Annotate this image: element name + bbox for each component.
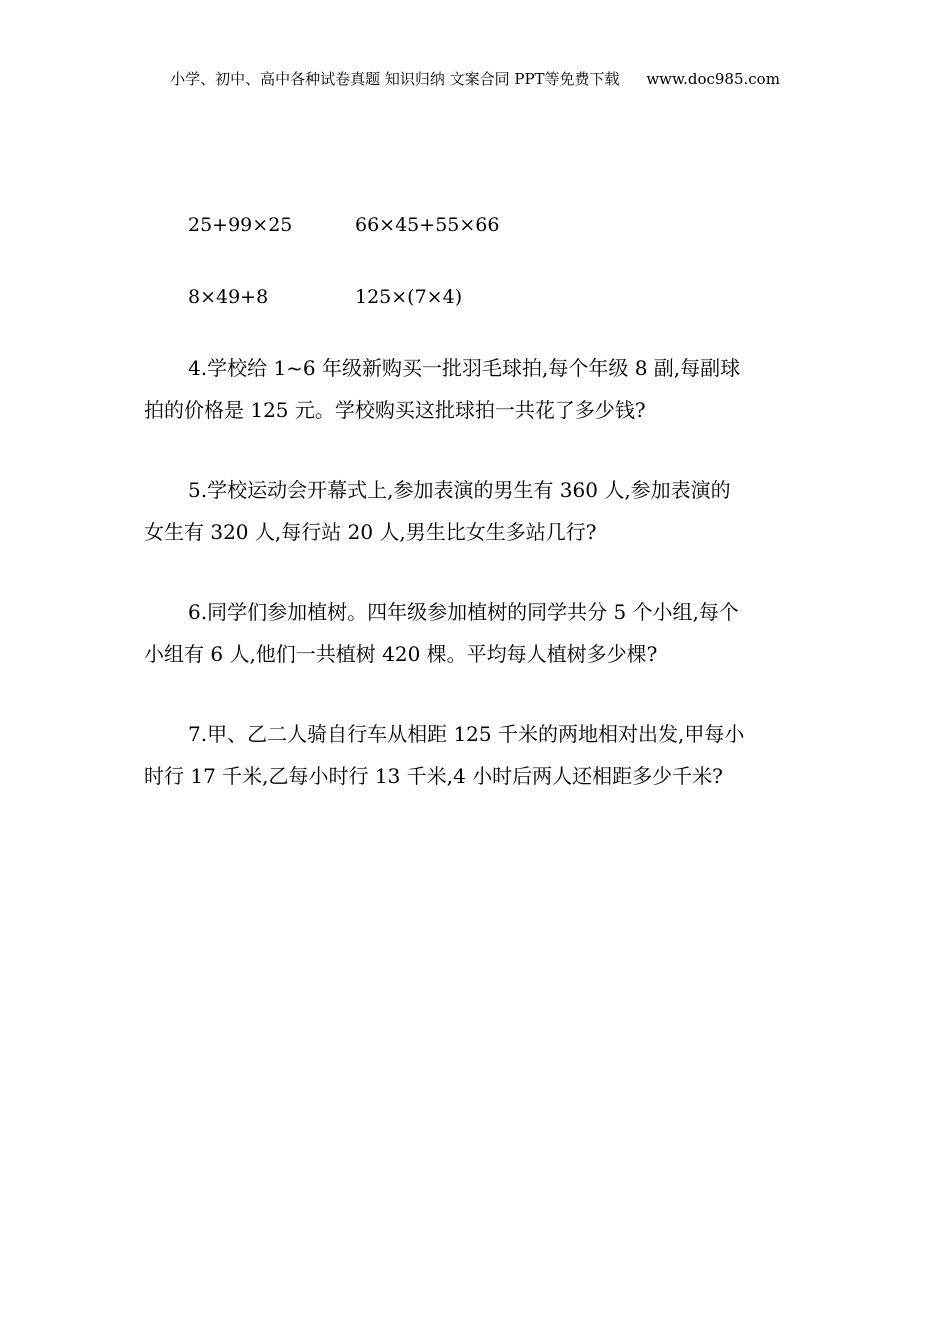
- expression: 25+99×25: [188, 214, 293, 236]
- word-problem-6: [144, 591, 806, 675]
- problem-line: 拍的价格是 125 元。学校购买这批球拍一共花了多少钱?: [144, 398, 646, 422]
- expression: 8×49+8: [188, 286, 269, 308]
- header-text: 小学、初中、高中各种试卷真题 知识归纳 文案合同 PPT等免费下载: [170, 70, 620, 88]
- problem-line: 5.学校运动会开幕式上,参加表演的男生有 360 人,参加表演的: [188, 478, 731, 502]
- word-problem-7: [144, 713, 806, 797]
- expression: 66×45+55×66: [355, 214, 500, 236]
- problem-line: 小组有 6 人,他们一共植树 420 棵。平均每人植树多少棵?: [144, 642, 658, 666]
- page-header: [0, 68, 950, 89]
- expression: 125×(7×4): [355, 286, 463, 308]
- problem-line: 4.学校给 1~6 年级新购买一批羽毛球拍,每个年级 8 副,每副球: [188, 356, 741, 380]
- word-problem-5: [144, 469, 806, 553]
- header-site-url: www.doc985.com: [646, 70, 780, 88]
- problem-line: 7.甲、乙二人骑自行车从相距 125 千米的两地相对出发,甲每小: [188, 722, 745, 746]
- problem-line: 时行 17 千米,乙每小时行 13 千米,4 小时后两人还相距多少千米?: [144, 764, 723, 788]
- word-problem-4: [144, 347, 806, 431]
- problem-line: 6.同学们参加植树。四年级参加植树的同学共分 5 个小组,每个: [188, 600, 739, 624]
- problem-line: 女生有 320 人,每行站 20 人,男生比女生多站几行?: [144, 520, 597, 544]
